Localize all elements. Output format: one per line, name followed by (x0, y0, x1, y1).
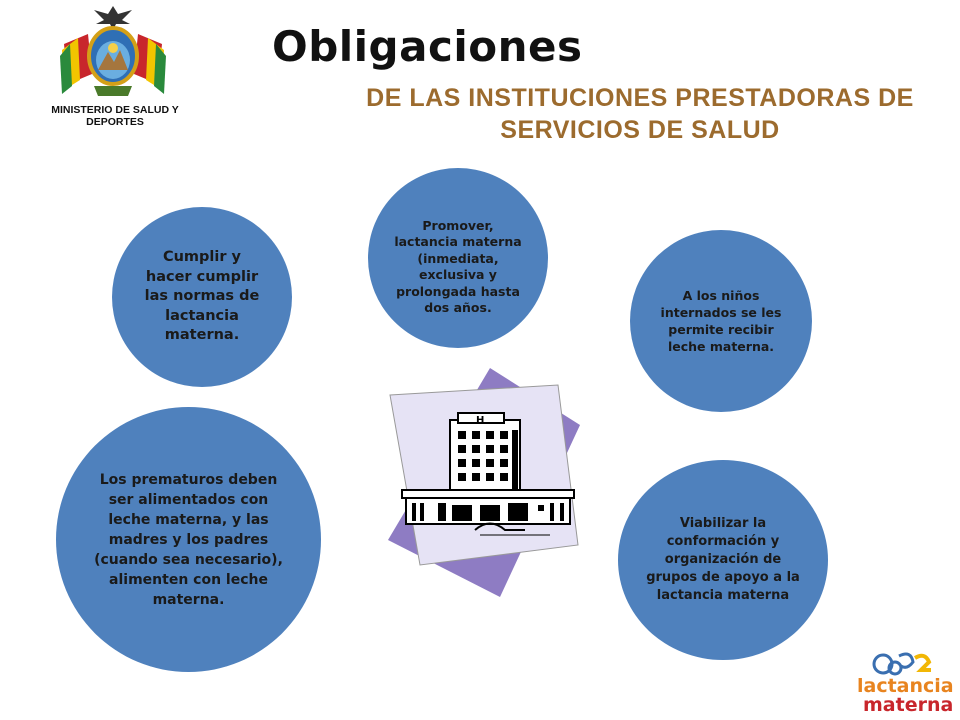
ministry-label: MINISTERIO DE SALUD Y DEPORTES (51, 104, 179, 128)
obligation-text: A los niños internados se les permite recibir leche materna. (660, 288, 782, 354)
svg-text:H: H (476, 415, 485, 426)
logo-word-materna: materna (863, 694, 954, 714)
lactancia-materna-logo-icon (855, 648, 955, 714)
slide-subtitle: DE LAS INSTITUCIONES PRESTADORAS DE SERVICIOS DE SALUD (366, 84, 914, 144)
obligation-text: Viabilizar la conformación y organización de grupos de apoyo a la lactancia materna (646, 516, 800, 603)
coat-of-arms-icon (58, 4, 168, 102)
obligation-circle-hospitalized-children (630, 230, 812, 412)
obligation-text: Los prematuros deben ser alimentados con leche materna, y las madres y los padres (cuando sea necesario), alimenten con leche materna. (94, 471, 283, 608)
obligation-circle-comply-norms (112, 207, 292, 387)
obligation-text: Promover, lactancia materna (inmediata, exclusiva y prolongada hasta dos años. (394, 217, 522, 315)
obligation-circle-premature-infants (56, 407, 321, 672)
logo-word-lactancia: lactancia (857, 675, 954, 697)
obligation-circle-support-groups (618, 460, 828, 660)
hospital-building-icon (380, 365, 590, 600)
obligation-circle-promote-breastfeeding (368, 168, 548, 348)
obligation-text: Cumplir y hacer cumplir las normas de lactancia materna. (144, 249, 260, 344)
slide-title: Obligaciones (272, 22, 583, 71)
